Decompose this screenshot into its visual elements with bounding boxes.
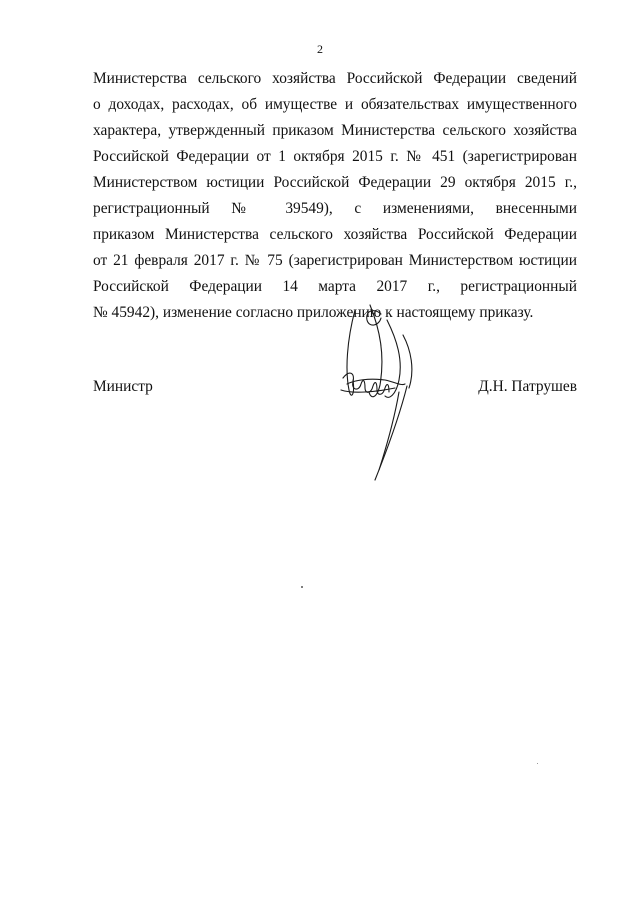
scan-speck — [301, 586, 303, 588]
scan-speck — [537, 763, 538, 764]
signer-position: Министр — [93, 378, 153, 395]
paragraph-line: № 45942), изменение согласно приложению к настоящему приказу. — [93, 304, 534, 321]
paragraph-line: приказом Министерства сельского хозяйства Российской Федерации — [93, 226, 577, 243]
signer-name: Д.Н. Патрушев — [478, 378, 577, 395]
paragraph-line: регистрационный № 39549), с изменениями, внесенными — [93, 200, 577, 217]
paragraph-line: Министерством юстиции Российской Федерации 29 октября 2015 г., — [93, 174, 577, 191]
paragraph-line: Российской Федерации от 1 октября 2015 г. № 451 (зарегистрирован — [93, 148, 577, 165]
paragraph-line: Российской Федерации 14 марта 2017 г., регистрационный — [93, 278, 577, 295]
paragraph-line: о доходах, расходах, об имуществе и обязательствах имущественного — [93, 96, 577, 113]
handwritten-signature — [325, 300, 435, 490]
order-text-paragraph — [93, 66, 577, 326]
paragraph-line: характера, утвержденный приказом Министерства сельского хозяйства — [93, 122, 577, 139]
page-number: 2 — [317, 42, 323, 56]
paragraph-line: от 21 февраля 2017 г. № 75 (зарегистрирован Министерством юстиции — [93, 252, 577, 269]
paragraph-line: Министерства сельского хозяйства Российской Федерации сведений — [93, 70, 577, 87]
